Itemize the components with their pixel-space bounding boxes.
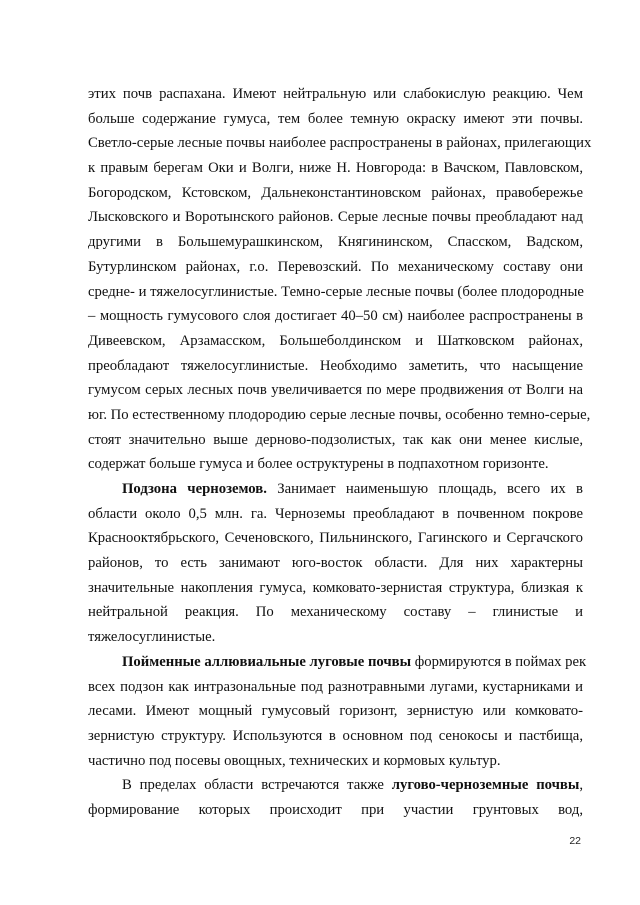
text-line: средне- и тяжелосуглинистые. Темно-серые лесные почвы (более плодородные [88,283,584,300]
text-line: Светло-серые лесные почвы наиболее распространены в районах, прилегающих [88,135,592,152]
text-line [88,773,583,798]
text-line: больше содержание гумуса, тем более темную окраску имеют эти почвы. [88,110,583,127]
body-text [88,82,592,823]
text-line: лесами. Имеют мощный гумусовый горизонт, зернистую или комковато- [88,703,583,720]
text-span: , [579,777,583,794]
text-line: нейтральной реакция. По механическому составу – глинистые и [88,604,583,621]
text-line: Бутурлинском районах, г.о. Перевозский. По механическому составу они [88,258,583,275]
text-line: юг. По естественному плодородию серые лесные почвы, особенно темно-серые, [88,406,591,423]
text-line: этих почв распахана. Имеют нейтральную или слабокислую реакцию. Чем [88,86,583,102]
text-line: значительные накопления гумуса, комковато-зернистая структура, близкая к [88,579,583,596]
text-line: зернистую структуру. Используются в основном под сенокосы и пастбища, [88,727,583,744]
text-line: – мощность гумусового слоя достигает 40–50 см) наиболее распространены в [88,308,583,325]
text-line: тяжелосуглинистые. [88,629,216,646]
section-heading-floodplain: Пойменные аллювиальные луговые почвы [122,653,412,670]
text-line: Дивеевском, Арзамасском, Большеболдинском и Шатковском районах, [88,332,583,349]
text-line: содержат больше гумуса и более оструктурены в подпахотном горизонте. [88,456,549,473]
text-line: другими в Большемурашкинском, Княгининском, Спасском, Вадском, [88,234,583,251]
section-heading-meadow-chernozem: лугово-черноземные почвы [391,777,580,794]
page-number: 22 [569,835,581,847]
text-line: формирование которых происходит при участии грунтовых вод, [88,801,583,818]
text-line: Лысковского и Воротынского районов. Серые лесные почвы преобладают над [88,209,583,226]
text-line: области около 0,5 млн. га. Черноземы преобладают в почвенном покрове [88,505,583,522]
text-line: районов, то есть занимают юго-восток области. Для них характерны [88,555,583,572]
text-line: преобладают тяжелосуглинистые. Необходимо заметить, что насыщение [88,357,583,374]
text-span: В пределах области встречаются также [122,777,392,794]
text-line: стоят значительно выше дерново-подзолистых, так как они менее кислые, [88,431,583,448]
section-heading-chernozem: Подзона черноземов. [122,481,267,497]
section-heading-line [88,650,587,675]
text-span: формируются в поймах рек [411,653,587,670]
text-line: гумусом серых лесных почв увеличивается по мере продвижения от Волги на [88,382,583,399]
text-line: частично под посевы овощных, технических и кормовых культур. [88,752,501,769]
text-span: Занимает наименьшую площадь, всего их в [266,481,583,497]
text-line: всех подзон как интразональные под разнотравными лугами, кустарниками и [88,678,583,695]
text-line: Богородском, Кстовском, Дальнеконстантиновском районах, правобережье [88,184,583,201]
text-line: к правым берегам Оки и Волги, ниже Н. Новгорода: в Вачском, Павловском, [88,160,583,177]
text-line: Краснооктябрьского, Сеченовского, Пильнинского, Гагинского и Сергачского [88,530,583,547]
section-heading-line [88,477,583,502]
